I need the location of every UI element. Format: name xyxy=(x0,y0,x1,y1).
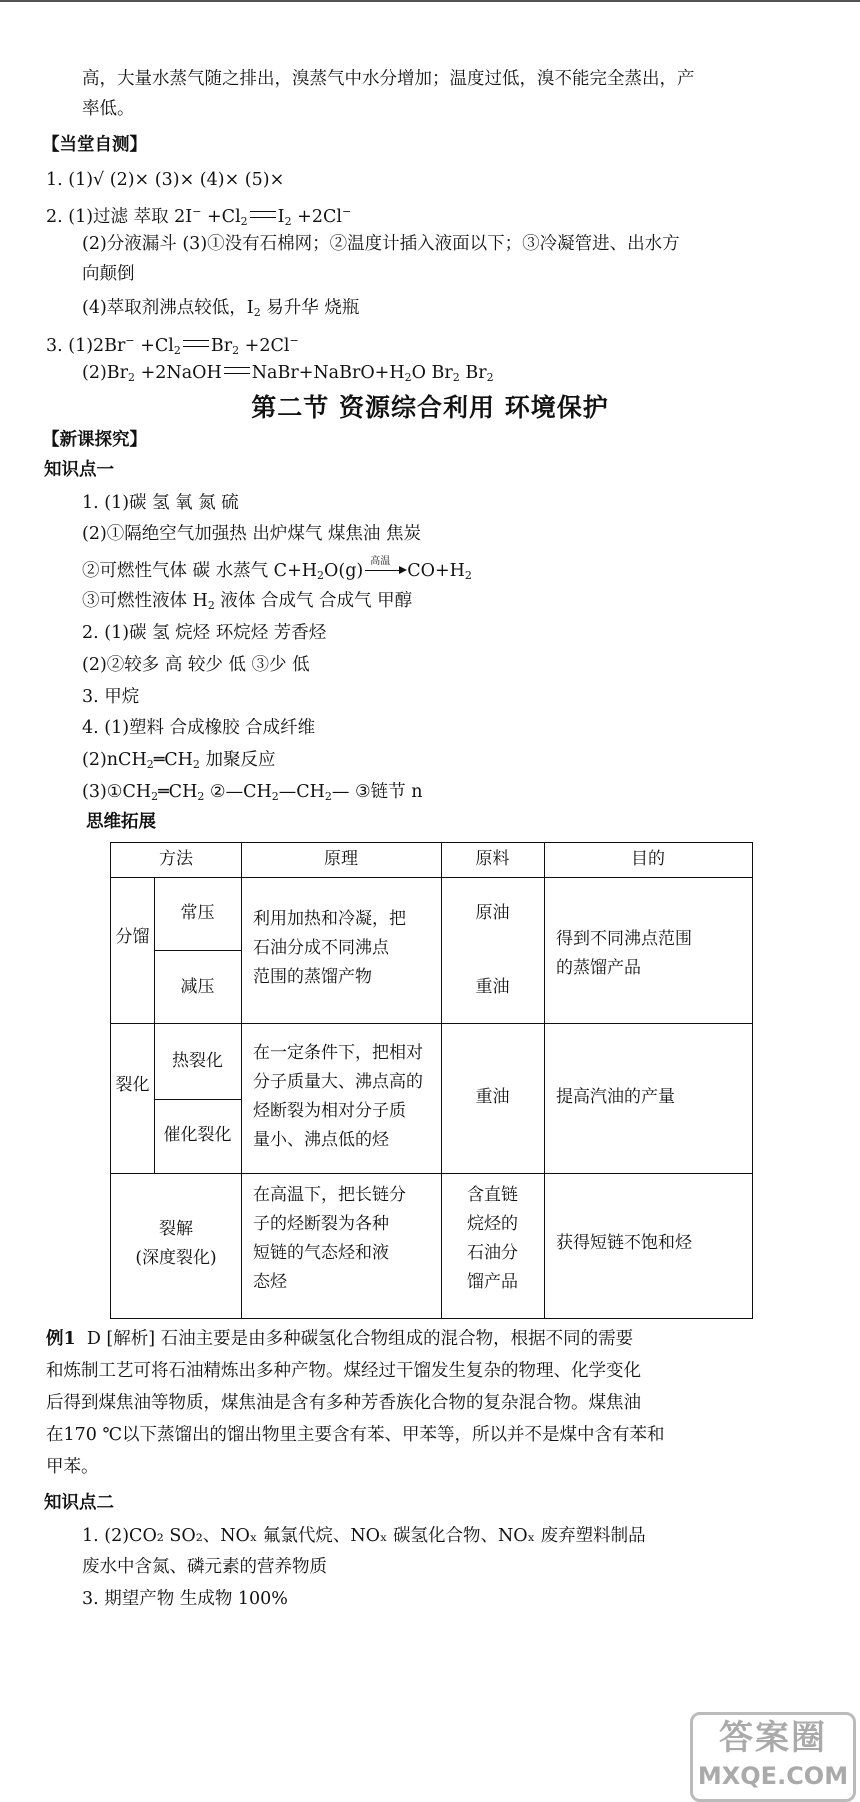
kp2-line-1: 1. (2)CO₂ SO₂、NOₓ 氟氯代烷、NOₓ 碳氢化合物、NOₓ 废弃塑料制品 xyxy=(82,1526,646,1546)
material-pyrolysis: 含直链 烷烃的 石油分 馏产品 xyxy=(467,1185,518,1292)
kp1-line-6: (2)②较多 高 较少 低 ③少 低 xyxy=(82,655,310,675)
purpose-pyrolysis: 获得短链不饱和烃 xyxy=(556,1233,692,1253)
reaction-arrow: 高温 xyxy=(363,558,407,578)
intro-line-2: 率低。 xyxy=(82,99,135,119)
method-cracking: 裂化 xyxy=(115,1075,150,1095)
kp2-line-3: 3. 期望产物 生成物 100% xyxy=(82,1589,288,1609)
watermark-logo: 答案圈 MXQE.COM xyxy=(690,1712,856,1802)
thinking-extension-heading: 思维拓展 xyxy=(86,812,156,832)
double-line-symbol xyxy=(224,367,250,374)
material-heavy-oil-1: 重油 xyxy=(475,977,510,997)
method-atmospheric: 常压 xyxy=(180,903,215,923)
top-border xyxy=(0,0,860,2)
self-test-q3-line-1: 3. $(1)2Br^- +Cl_2$ $Br_2 +2Cl^-$ xyxy=(46,334,299,357)
kp1-line-10: $(3)①CH_2═CH_2$ $②—CH_2—CH_2—$ ③链节 n xyxy=(82,782,423,803)
kp2-line-2: 废水中含氮、磷元素的营养物质 xyxy=(82,1557,327,1577)
table-header-method: 方法 xyxy=(159,849,193,869)
self-test-q2-line-2: (2)分液漏斗 (3)①没有石棉网；②温度计插入液面以下；③冷凝管进、出水方 xyxy=(82,234,680,254)
kp1-line-2: (2)①隔绝空气加强热 出炉煤气 煤焦油 焦炭 xyxy=(82,524,421,544)
double-line-symbol xyxy=(250,211,276,218)
self-test-heading: 【当堂自测】 xyxy=(42,135,147,155)
new-lesson-heading: 【新课探究】 xyxy=(42,430,147,450)
self-test-q1: 1. (1)√ (2)× (3)× (4)× (5)× xyxy=(46,170,285,190)
table-header-purpose: 目的 xyxy=(631,849,665,869)
purpose-distillation: 得到不同沸点范围 的蒸馏产品 xyxy=(556,929,692,978)
kp1-line-5: 2. (1)碳 氢 烷烃 环烷烃 芳香烃 xyxy=(82,623,327,643)
principle-pyrolysis: 在高温下，把长链分 子的烃断裂为各种 短链的气态烃和液 态烃 xyxy=(253,1185,406,1292)
example-1-line-5: 甲苯。 xyxy=(46,1457,99,1477)
method-vacuum: 减压 xyxy=(180,977,215,997)
self-test-q2-line-4: (4)萃取剂沸点较低，$I_2$ 易升华 烧瓶 xyxy=(82,298,360,319)
intro-line-1: 高，大量水蒸气随之排出，溴蒸气中水分增加；温度过低，溴不能完全蒸出，产 xyxy=(82,69,695,89)
knowledge-point-1-heading: 知识点一 xyxy=(44,460,114,480)
kp1-line-1: 1. (1)碳 氢 氧 氮 硫 xyxy=(82,493,239,513)
comparison-table xyxy=(110,842,753,1319)
kp1-line-4: ③可燃性液体 $H_2$ 液体 合成气 合成气 甲醇 xyxy=(82,591,413,612)
example-1-line-1: 例1 D [解析] 石油主要是由多种碳氢化合物组成的混合物，根据不同的需要 xyxy=(46,1329,634,1349)
kp1-line-9: $(2)nCH_2═CH_2$ 加聚反应 xyxy=(82,750,276,771)
example-1-line-4: 在170 ℃以下蒸馏出的馏出物里主要含有苯、甲苯等，所以并不是煤中含有苯和 xyxy=(46,1425,665,1445)
self-test-q2-line-1: 2. (1)过滤 萃取 $2I^- +Cl_2$ $I_2 +2Cl^-$ xyxy=(46,205,352,228)
self-test-q2-line-3: 向颠倒 xyxy=(82,264,135,284)
double-line-symbol xyxy=(183,340,209,347)
kp1-line-3: ②可燃性气体 碳 水蒸气 $C+H_2O(g)$ 高温 $CO+H_2$ xyxy=(82,556,472,582)
kp1-line-7: 3. 甲烷 xyxy=(82,687,140,707)
principle-distillation: 利用加热和冷凝，把 石油分成不同沸点 范围的蒸馏产物 xyxy=(253,909,406,987)
table-header-principle: 原理 xyxy=(324,849,358,869)
purpose-cracking: 提高汽油的产量 xyxy=(556,1087,675,1107)
section-title: 第二节 资源综合利用 环境保护 xyxy=(251,393,609,422)
example-1-line-3: 后得到煤焦油等物质，煤焦油是含有多种芳香族化合物的复杂混合物。煤焦油 xyxy=(46,1393,641,1413)
method-thermal-cracking: 热裂化 xyxy=(172,1051,223,1071)
example-1-line-2: 和炼制工艺可将石油精炼出多种产物。煤经过干馏发生复杂的物理、化学变化 xyxy=(46,1361,641,1381)
material-crude-oil: 原油 xyxy=(475,903,510,923)
self-test-q3-line-2: $(2)Br_2$ +2NaOH $NaBr+NaBrO+H_2O$ $Br_2$ $Br_2$ xyxy=(82,363,494,384)
knowledge-point-2-heading: 知识点二 xyxy=(44,1493,114,1513)
kp1-line-8: 4. (1)塑料 合成橡胶 合成纤维 xyxy=(82,718,316,738)
method-fractional-distillation: 分馏 xyxy=(115,927,150,947)
material-heavy-oil-2: 重油 xyxy=(475,1087,510,1107)
method-pyrolysis: 裂解 (深度裂化) xyxy=(135,1219,217,1268)
method-catalytic-cracking: 催化裂化 xyxy=(163,1125,232,1145)
table-header-material: 原料 xyxy=(475,849,510,869)
principle-cracking: 在一定条件下，把相对 分子质量大、沸点高的 烃断裂为相对分子质 量小、沸点低的烃 xyxy=(253,1043,423,1150)
